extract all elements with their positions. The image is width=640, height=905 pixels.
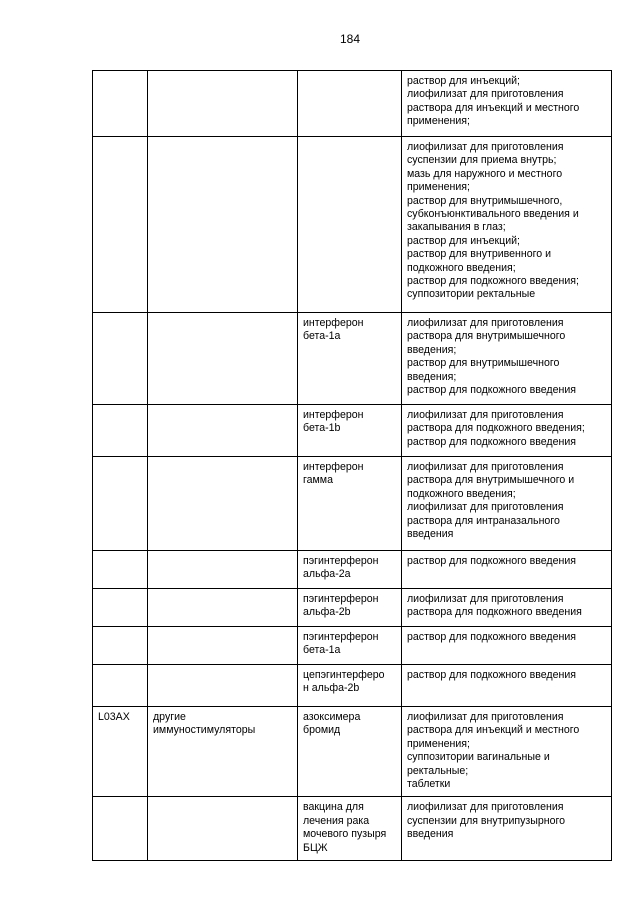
dosage-forms: раствор для подкожного введения: [407, 555, 576, 567]
dosage-forms: раствор для инъекций; лиофилизат для приготовления раствора для инъекций и местного применения;: [407, 75, 580, 128]
atc-code-cell: [93, 313, 148, 405]
group-name: другие иммуностимуляторы: [153, 711, 256, 737]
table-row: [93, 627, 612, 665]
group-cell: [148, 71, 298, 137]
group-cell: [148, 665, 298, 707]
group-cell: [148, 137, 298, 313]
atc-code-cell: [93, 589, 148, 627]
table-row: [93, 551, 612, 589]
atc-code-cell: [93, 137, 148, 313]
drug-cell: [298, 707, 402, 797]
drug-cell: [298, 457, 402, 551]
drug-cell: [298, 551, 402, 589]
dosage-form-cell: [402, 137, 612, 313]
group-cell: [148, 797, 298, 861]
dosage-forms: раствор для подкожного введения: [407, 631, 576, 643]
table-row: [93, 797, 612, 861]
group-cell: [148, 707, 298, 797]
dosage-forms: раствор для подкожного введения: [407, 669, 576, 681]
atc-code-cell: [93, 665, 148, 707]
drug-name: интерферон бета-1b: [303, 409, 364, 435]
group-cell: [148, 551, 298, 589]
table-row: [93, 71, 612, 137]
drug-name: азоксимера бромид: [303, 711, 361, 737]
atc-code-cell: [93, 797, 148, 861]
dosage-form-cell: [402, 71, 612, 137]
drug-name: пэгинтерферон альфа-2a: [303, 555, 379, 581]
dosage-form-cell: [402, 405, 612, 457]
atc-code: L03AX: [98, 711, 130, 723]
atc-code-cell: [93, 707, 148, 797]
drug-cell: [298, 137, 402, 313]
drug-cell: [298, 405, 402, 457]
group-cell: [148, 405, 298, 457]
atc-code-cell: [93, 457, 148, 551]
drug-name: интерферон бета-1a: [303, 317, 364, 343]
dosage-forms: лиофилизат для приготовления раствора для внутримышечного и подкожного введения; лиофилизат для приготовления раствора для интраназального введения: [407, 461, 575, 541]
group-cell: [148, 589, 298, 627]
dosage-form-cell: [402, 707, 612, 797]
drug-name: вакцина для лечения рака мочевого пузыря БЦЖ: [303, 801, 387, 854]
drug-table: [92, 70, 612, 861]
dosage-form-cell: [402, 797, 612, 861]
table-row: [93, 707, 612, 797]
drug-cell: [298, 313, 402, 405]
atc-code-cell: [93, 551, 148, 589]
drug-name: пэгинтерферон альфа-2b: [303, 593, 379, 619]
group-cell: [148, 627, 298, 665]
group-cell: [148, 313, 298, 405]
table-row: [93, 405, 612, 457]
dosage-forms: лиофилизат для приготовления раствора для подкожного введения: [407, 593, 582, 619]
dosage-forms: лиофилизат для приготовления суспензии для внутрипузырного введения: [407, 801, 566, 841]
dosage-form-cell: [402, 589, 612, 627]
dosage-form-cell: [402, 665, 612, 707]
drug-name: цепэгинтерферо н альфа-2b: [303, 669, 385, 695]
table-row: [93, 313, 612, 405]
atc-code-cell: [93, 71, 148, 137]
table-row: [93, 589, 612, 627]
dosage-forms: лиофилизат для приготовления раствора для подкожного введения; раствор для подкожного введения: [407, 409, 585, 448]
page-number: 184: [339, 32, 361, 46]
table-row: [93, 665, 612, 707]
atc-code-cell: [93, 627, 148, 665]
dosage-forms: лиофилизат для приготовления суспензии для приема внутрь; мазь для наружного и местного применения; раствор для внутримышечного, субконъюнктивального введения и закапывания в глаз; раствор для инъекций; раствор для внутривенного и подкожного введения; раствор для подкожного введения; суппозитории ректальные: [407, 141, 579, 301]
drug-cell: [298, 665, 402, 707]
atc-code-cell: [93, 405, 148, 457]
dosage-form-cell: [402, 313, 612, 405]
drug-cell: [298, 797, 402, 861]
dosage-form-cell: [402, 457, 612, 551]
drug-cell: [298, 71, 402, 137]
table-row: [93, 137, 612, 313]
drug-name: пэгинтерферон бета-1a: [303, 631, 379, 657]
drug-cell: [298, 589, 402, 627]
drug-name: интерферон гамма: [303, 461, 364, 487]
group-cell: [148, 457, 298, 551]
dosage-forms: лиофилизат для приготовления раствора для внутримышечного введения; раствор для внутримышечного введения; раствор для подкожного введения: [407, 317, 576, 397]
table-row: [93, 457, 612, 551]
dosage-form-cell: [402, 551, 612, 589]
dosage-forms: лиофилизат для приготовления раствора для инъекций и местного применения; суппозитории вагинальные и ректальные; таблетки: [407, 711, 580, 791]
dosage-form-cell: [402, 627, 612, 665]
drug-cell: [298, 627, 402, 665]
